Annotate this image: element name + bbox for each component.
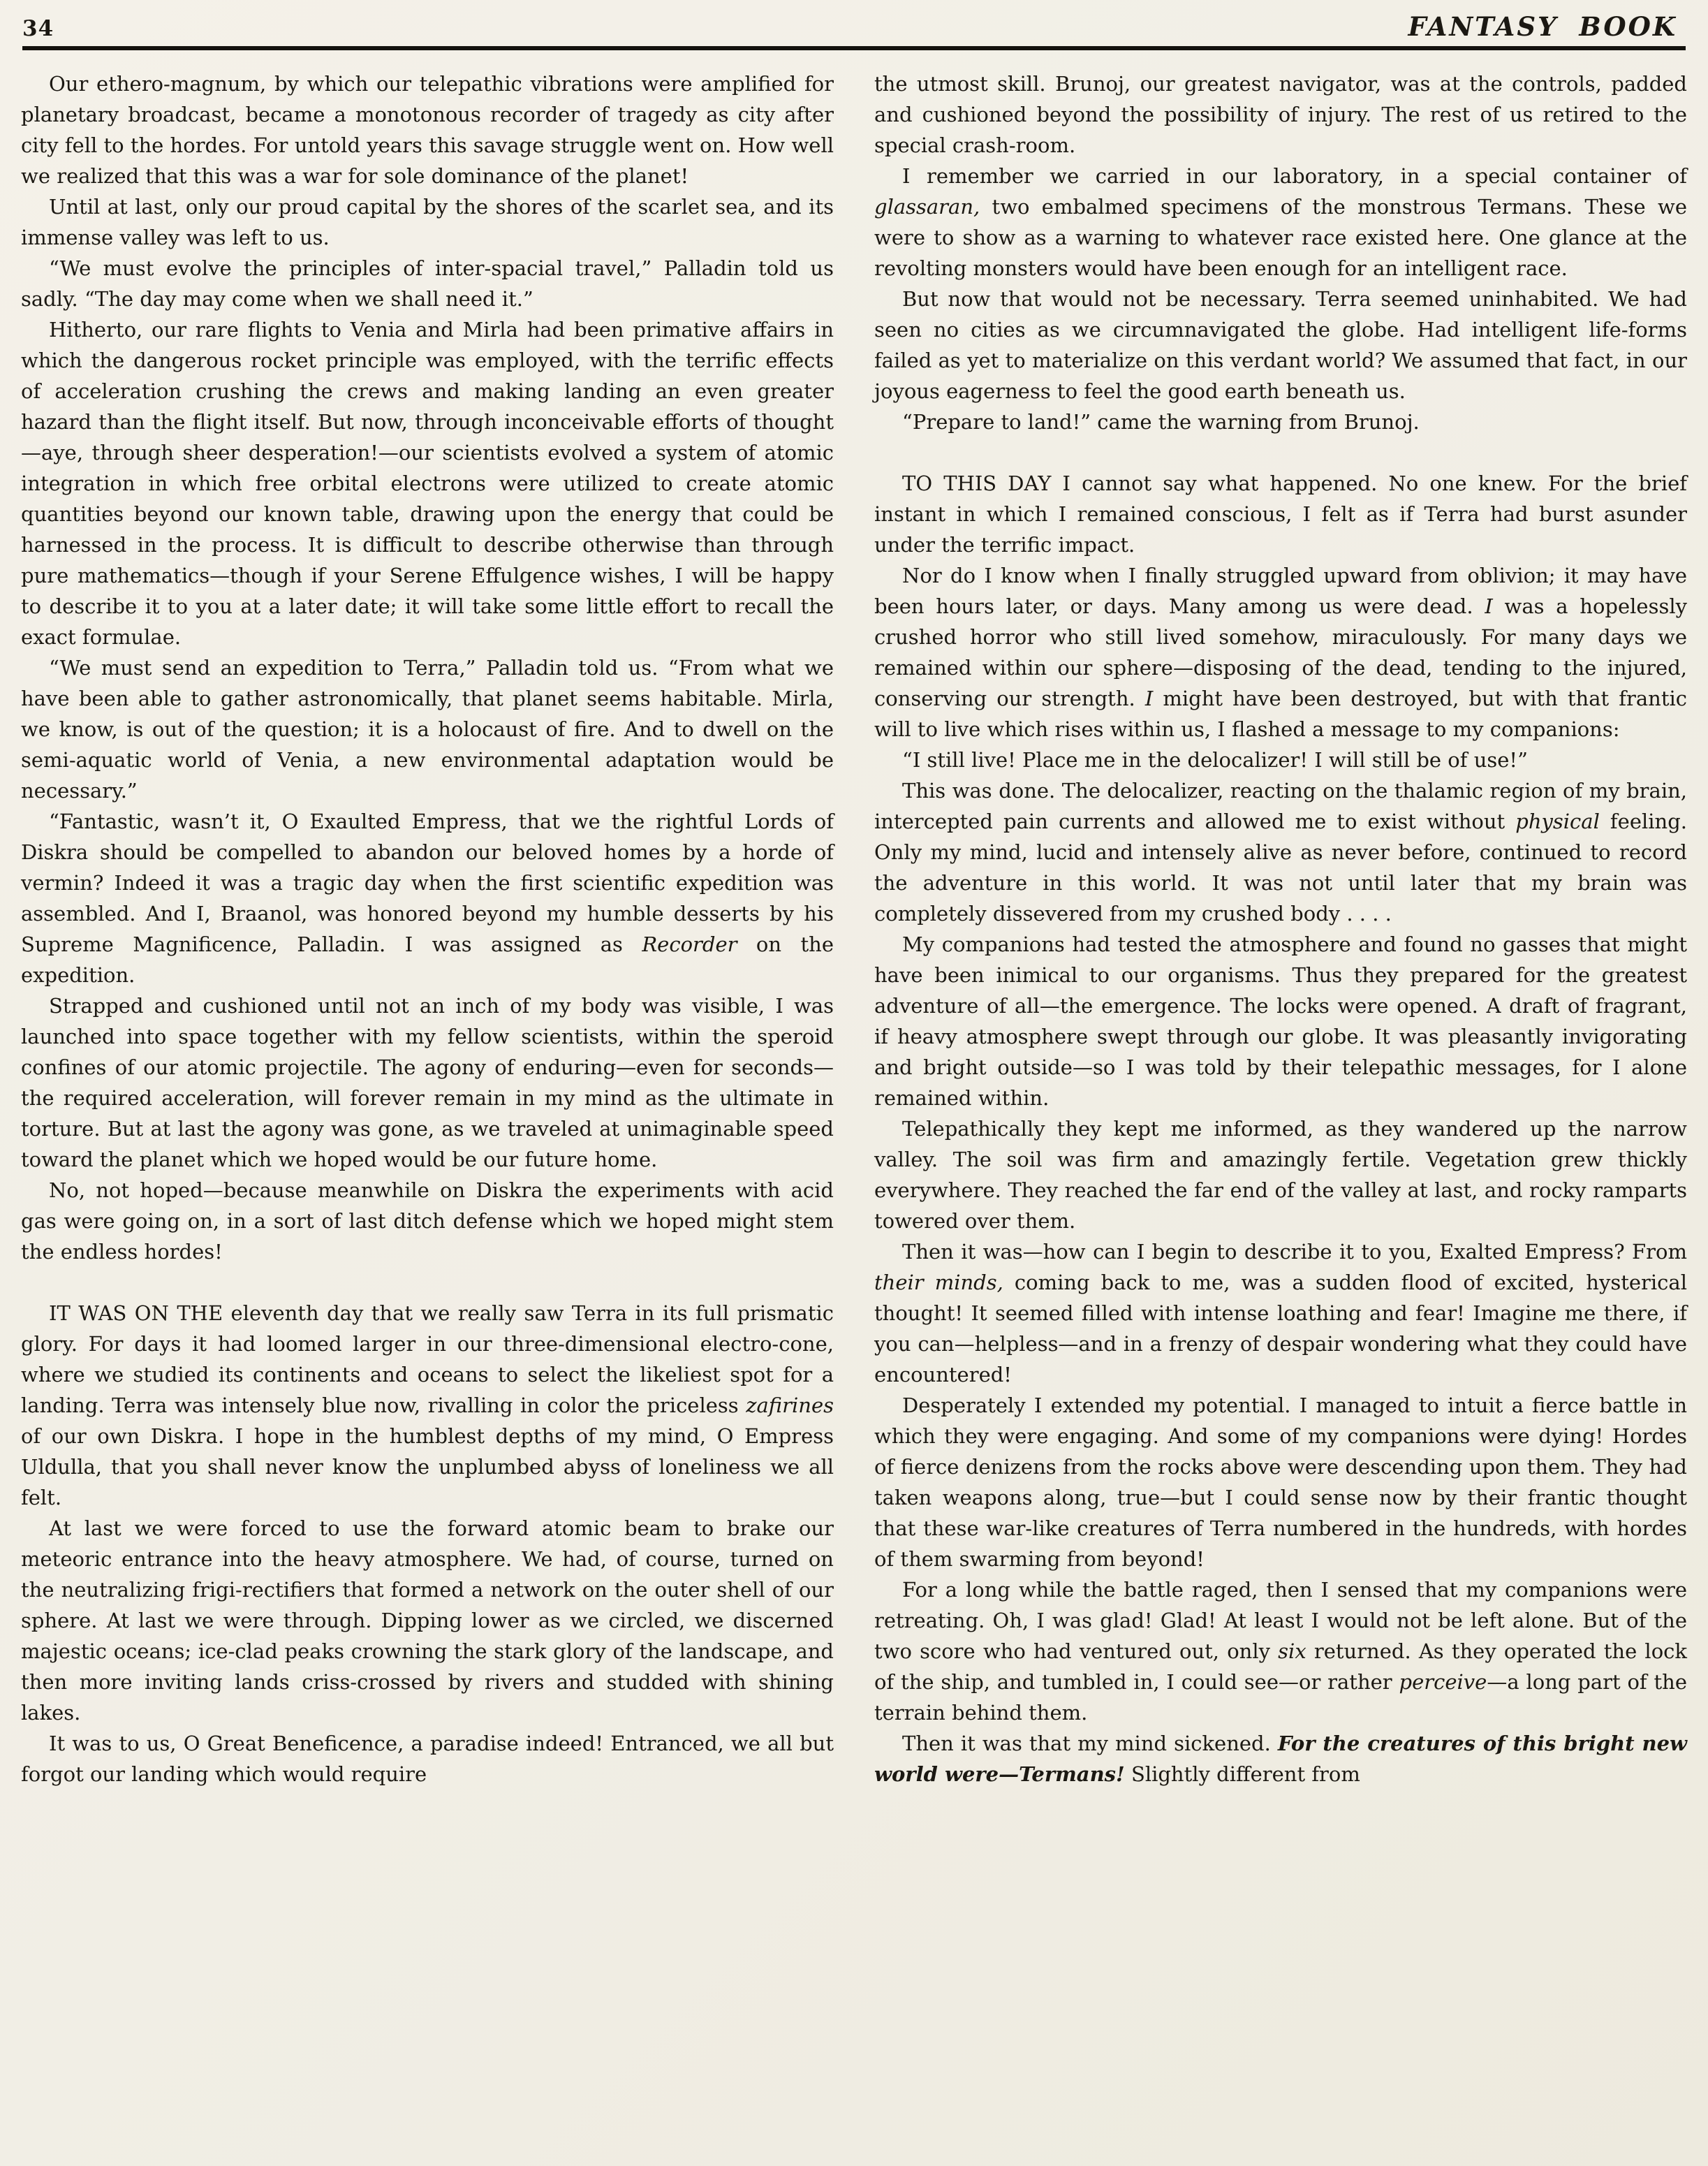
- paragraph: Then it was that my mind sickened. For the creatures of this bright new world were—Termans! Slightly different from: [874, 1732, 1687, 1786]
- paragraph: Telepathically they kept me informed, as they wandered up the narrow valley. The soil was firm and amazingly fertile. Vegetation grew thickly everywhere. They reached the far end of the valley at last, and rocky ramparts towered over them.: [874, 1117, 1687, 1233]
- left-column: [21, 68, 834, 1790]
- paragraph: Nor do I know when I finally struggled upward from oblivion; it may have been hours later, or days. Many among us were dead. I was a hopelessly crushed horror who still lived somehow, miraculously. For many days we remained within our sphere—disposing of the dead, tending to the injured, conserving our strength. I might have been destroyed, but with that frantic will to live which rises within us, I flashed a message to my companions:: [874, 564, 1687, 741]
- paragraph: Until at last, only our proud capital by the shores of the scarlet sea, and its immense valley was left to us.: [21, 195, 834, 249]
- paragraph: It was to us, O Great Beneficence, a paradise indeed! Entranced, we all but forgot our landing which would require: [21, 1732, 834, 1786]
- paragraph: “I still live! Place me in the delocalizer! I will still be of use!”: [902, 748, 1528, 772]
- article-body: [21, 68, 1687, 1790]
- paragraph: No, not hoped—because meanwhile on Diskra the experiments with acid gas were going on, in a sort of last ditch defense which we hoped might stem the endless hordes!: [21, 1178, 834, 1264]
- paragraph: Hitherto, our rare flights to Venia and Mirla had been primative affairs in which the dangerous rocket principle was employed, with the terrific effects of acceleration crushing the crews and making landing an even greater hazard than the flight itself. But now, through inconceivable efforts of thought—aye, through sheer desperation!—our scientists evolved a system of atomic integration in which free orbital electrons were utilized to create atomic quantities beyond our known table, drawing upon the energy that could be harnessed in the process. It is difficult to describe otherwise than through pure mathematics—though if your Serene Effulgence wishes, I will be happy to describe it to you at a later date; it will take some little effort to recall the exact formulae.: [21, 318, 834, 649]
- paragraph: “Fantastic, wasn’t it, O Exaulted Empress, that we the rightful Lords of Diskra should be compelled to abandon our beloved homes by a horde of vermin? Indeed it was a tragic day when the first scientific expedition was assembled. And I, Braanol, was honored beyond my humble desserts by his Supreme Magnificence, Palladin. I was assigned as Recorder on the expedition.: [21, 810, 834, 987]
- paragraph: Desperately I extended my potential. I managed to intuit a fierce battle in which they were engaging. And some of my companions were dying! Hordes of fierce denizens from the rocks above were descending upon them. They had taken weapons along, true—but I could sense now by their frantic thought that these war-like creatures of Terra numbered in the hundreds, with hordes of them swarming from beyond!: [874, 1393, 1687, 1571]
- paragraph: “We must send an expedition to Terra,” Palladin told us. “From what we have been able to gather astronomically, that planet seems habitable. Mirla, we know, is out of the question; it is a holocaust of fire. And to dwell on the semi-aquatic world of Venia, a new environmental adaptation would be necessary.”: [21, 656, 834, 803]
- paragraph: “Prepare to land!” came the warning from Brunoj.: [902, 410, 1420, 434]
- right-column: [874, 68, 1687, 1790]
- page-header: [21, 11, 1687, 46]
- header-rule: [22, 46, 1686, 50]
- paragraph: This was done. The delocalizer, reacting on the thalamic region of my brain, intercepted pain currents and allowed me to exist without physical feeling. Only my mind, lucid and intensely alive as never before, continued to record the adventure in this world. It was not until later that my brain was completely dissevered from my crushed body . . . .: [874, 779, 1687, 925]
- paragraph: My companions had tested the atmosphere and found no gasses that might have been inimical to our organisms. Thus they prepared for the greatest adventure of all—the emergence. The locks were opened. A draft of fragrant, if heavy atmosphere swept through our globe. It was pleasantly invigorating and bright outside—so I was told by their telepathic messages, for I alone remained within.: [874, 932, 1687, 1110]
- paragraph: Then it was—how can I begin to describe it to you, Exalted Empress? From their minds, coming back to me, was a sudden flood of excited, hysterical thought! It seemed filled with intense loathing and fear! Imagine me there, if you can—helpless—and in a frenzy of despair wondering what they could have encountered!: [874, 1240, 1687, 1386]
- paragraph: But now that would not be necessary. Terra seemed uninhabited. We had seen no cities as we circumnavigated the globe. Had intelligent life-forms failed as yet to materialize on this verdant world? We assumed that fact, in our joyous eagerness to feel the good earth beneath us.: [874, 287, 1687, 403]
- paragraph: “We must evolve the principles of inter-spacial travel,” Palladin told us sadly. “The day may come when we shall need it.”: [21, 256, 834, 311]
- paragraph: I remember we carried in our laboratory, in a special container of glassaran, two embalmed specimens of the monstrous Termans. These we were to show as a warning to whatever race existed here. One glance at the revolting monsters would have been enough for an intelligent race.: [874, 164, 1687, 280]
- paragraph: IT WAS ON THE eleventh day that we really saw Terra in its full prismatic glory. For days it had loomed larger in our three-dimensional electro-cone, where we studied its continents and oceans to select the likeliest spot for a landing. Terra was intensely blue now, rivalling in color the priceless zafirines of our own Diskra. I hope in the humblest depths of my mind, O Empress Uldulla, that you shall never know the unplumbed abyss of loneliness we all felt.: [21, 1301, 834, 1509]
- paragraph: For a long while the battle raged, then I sensed that my companions were retreating. Oh, I was glad! Glad! At least I would not be left alone. But of the two score who had ventured out, only six returned. As they operated the lock of the ship, and tumbled in, I could see—or rather perceive—a long part of the terrain behind them.: [874, 1578, 1688, 1725]
- page-number: 34: [22, 16, 54, 41]
- paragraph: the utmost skill. Brunoj, our greatest navigator, was at the controls, padded and cushioned beyond the possibility of injury. The rest of us retired to the special crash-room.: [874, 72, 1687, 157]
- paragraph: TO THIS DAY I cannot say what happened. No one knew. For the brief instant in which I remained conscious, I felt as if Terra had burst asunder under the terrific impact.: [874, 471, 1687, 557]
- magazine-title: FANTASY BOOK: [1408, 11, 1677, 42]
- paragraph: Our ethero-magnum, by which our telepathic vibrations were amplified for planetary broadcast, became a monotonous recorder of tragedy as city after city fell to the hordes. For untold years this savage struggle went on. How well we realized that this was a war for sole dominance of the planet!: [21, 72, 834, 188]
- paragraph: Strapped and cushioned until not an inch of my body was visible, I was launched into space together with my fellow scientists, within the speroid confines of our atomic projectile. The agony of enduring—even for seconds—the required acceleration, will forever remain in my mind as the ultimate in torture. But at last the agony was gone, as we traveled at unimaginable speed toward the planet which we hoped would be our future home.: [21, 994, 834, 1171]
- paragraph: At last we were forced to use the forward atomic beam to brake our meteoric entrance into the heavy atmosphere. We had, of course, turned on the neutralizing frigi-rectifiers that formed a network on the outer shell of our sphere. At last we were through. Dipping lower as we circled, we discerned majestic oceans; ice-clad peaks crowning the stark glory of the landscape, and then more inviting lands criss-crossed by rivers and studded with shining lakes.: [21, 1516, 834, 1725]
